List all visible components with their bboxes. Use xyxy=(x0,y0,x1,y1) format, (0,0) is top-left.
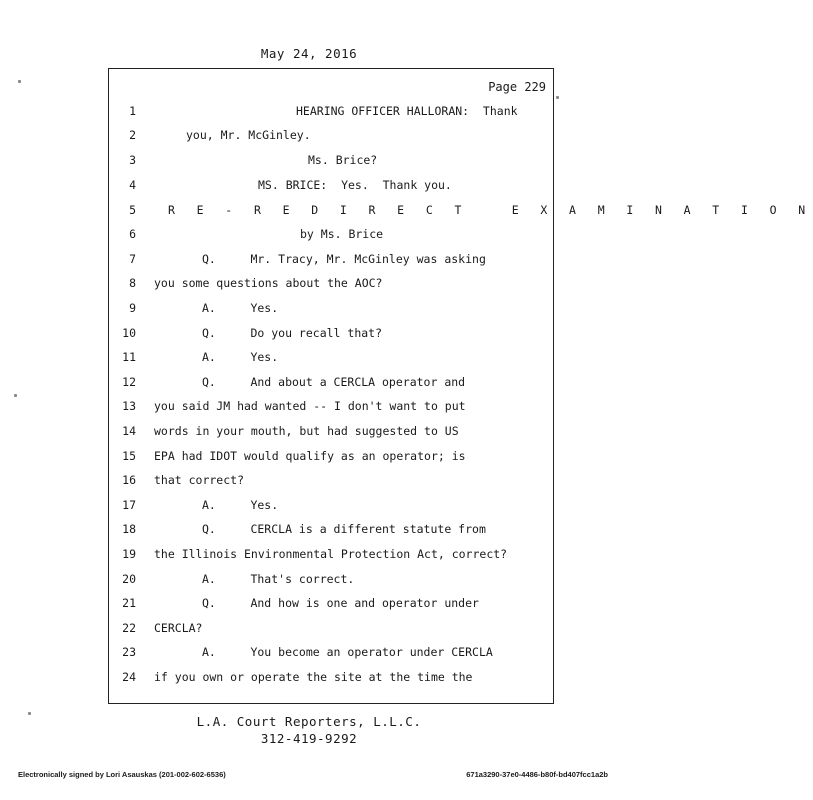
line-number: 16 xyxy=(122,473,136,487)
transcript-line xyxy=(108,547,554,567)
scan-speck xyxy=(18,80,21,83)
transcript-line xyxy=(108,498,554,518)
line-number: 3 xyxy=(129,153,136,167)
line-text: by Ms. Brice xyxy=(300,227,384,241)
line-text: HEARING OFFICER HALLORAN: Thank xyxy=(296,104,518,118)
line-number: 15 xyxy=(122,449,136,463)
transcript-line xyxy=(108,350,554,370)
line-number: 23 xyxy=(122,645,136,659)
document-id: 671a3290-37e0-4486-b80f-bd407fcc1a2b xyxy=(466,770,608,779)
transcript-line xyxy=(108,473,554,493)
line-text: Ms. Brice? xyxy=(308,153,378,167)
line-number: 13 xyxy=(122,399,136,413)
line-number: 9 xyxy=(129,301,136,315)
transcript-line xyxy=(108,670,554,690)
line-number: 14 xyxy=(122,424,136,438)
scan-speck xyxy=(28,712,31,715)
transcript-line xyxy=(108,301,554,321)
line-text: if you own or operate the site at the time the xyxy=(154,670,473,684)
transcript-line xyxy=(108,252,554,272)
transcript-line xyxy=(108,276,554,296)
line-text: you, Mr. McGinley. xyxy=(186,128,311,142)
line-text: EPA had IDOT would qualify as an operator; is xyxy=(154,449,466,463)
line-text: Q. And how is one and operator under xyxy=(202,596,479,610)
line-text: MS. BRICE: Yes. Thank you. xyxy=(258,178,452,192)
line-text: you said JM had wanted -- I don't want to put xyxy=(154,399,466,413)
page-number: Page 229 xyxy=(488,80,546,94)
court-reporter-name: L.A. Court Reporters, L.L.C. xyxy=(196,714,422,729)
line-number: 6 xyxy=(129,227,136,241)
line-number: 19 xyxy=(122,547,136,561)
line-number: 1 xyxy=(129,104,136,118)
line-number: 12 xyxy=(122,375,136,389)
transcript-line xyxy=(108,596,554,616)
scan-speck xyxy=(556,96,559,99)
line-number: 20 xyxy=(122,572,136,586)
line-text: words in your mouth, but had suggested to US xyxy=(154,424,459,438)
line-number: 10 xyxy=(122,326,136,340)
line-number: 11 xyxy=(122,350,136,364)
line-text: Q. And about a CERCLA operator and xyxy=(202,375,466,389)
transcript-line xyxy=(108,203,813,223)
transcript-line xyxy=(108,326,554,346)
transcript-line xyxy=(108,645,554,665)
transcript-line xyxy=(108,449,554,469)
line-number: 22 xyxy=(122,621,136,635)
line-text: A. Yes. xyxy=(202,301,279,315)
transcript-line xyxy=(108,227,554,247)
transcript-line xyxy=(108,104,554,124)
line-text: CERCLA? xyxy=(154,621,203,635)
page-date: May 24, 2016 xyxy=(260,46,358,61)
electronic-signature: Electronically signed by Lori Asauskas (201-002-602-6536) xyxy=(18,770,226,779)
line-text: the Illinois Environmental Protection Act, correct? xyxy=(154,547,508,561)
line-text: A. That's correct. xyxy=(202,572,355,586)
line-text: Q. Mr. Tracy, Mr. McGinley was asking xyxy=(202,252,486,266)
line-text: Q. CERCLA is a different statute from xyxy=(202,522,486,536)
line-number: 8 xyxy=(129,276,136,290)
scan-speck xyxy=(14,394,17,397)
line-number: 5 xyxy=(129,203,136,217)
transcript-line xyxy=(108,522,554,542)
line-number: 4 xyxy=(129,178,136,192)
transcript-line xyxy=(108,424,554,444)
line-text: A. Yes. xyxy=(202,350,279,364)
line-number: 18 xyxy=(122,522,136,536)
line-number: 2 xyxy=(129,128,136,142)
line-number: 24 xyxy=(122,670,136,684)
line-text: you some questions about the AOC? xyxy=(154,276,383,290)
transcript-line xyxy=(108,128,554,148)
court-reporter-phone: 312-419-9292 xyxy=(260,731,358,746)
transcript-line xyxy=(108,572,554,592)
transcript-line xyxy=(108,621,554,641)
transcript-line xyxy=(108,375,554,395)
examination-heading: R E - R E D I R E C T E X A M I N A T I O N xyxy=(168,203,813,217)
line-text: Q. Do you recall that? xyxy=(202,326,383,340)
line-text: A. You become an operator under CERCLA xyxy=(202,645,493,659)
transcript-line xyxy=(108,399,554,419)
transcript-line xyxy=(108,178,554,198)
line-text: that correct? xyxy=(154,473,245,487)
line-number: 21 xyxy=(122,596,136,610)
line-number: 17 xyxy=(122,498,136,512)
line-number: 7 xyxy=(129,252,136,266)
transcript-line xyxy=(108,153,554,173)
line-text: A. Yes. xyxy=(202,498,279,512)
